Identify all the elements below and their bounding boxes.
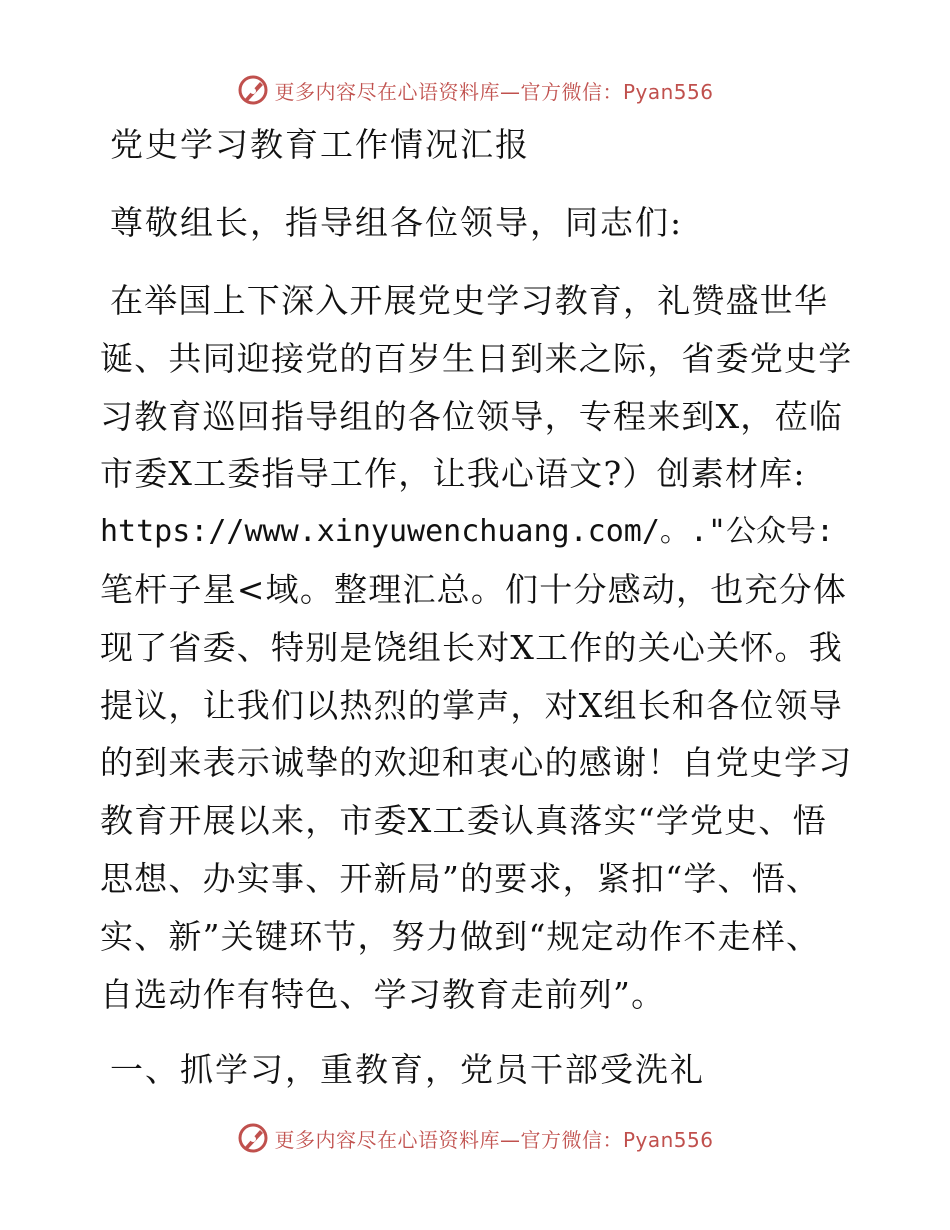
body-line: 实、新”关键环节，努力做到“规定动作不走样、 [100,916,821,956]
footer-banner [0,1118,950,1158]
body-line: 自选动作有特色、学习教育走前列”。 [100,974,666,1014]
body-line: 习教育巡回指导组的各位领导，专程来到X，莅临 [100,396,843,436]
body-line: 现了省委、特别是饶组长对X工作的关心关怀。我 [100,627,843,667]
body-line: 在举国上下深入开展党史学习教育，礼赞盛世华 [110,281,829,320]
footer-banner-text: 更多内容尽在心语资料库—官方微信：Pyan556 [274,1127,714,1152]
header-banner [0,70,950,110]
greeting-line: 尊敬组长，指导组各位领导，同志们: [110,203,684,242]
body-line: 市委X工委指导工作，让我心语文?）创素材库: [100,454,806,494]
body-line: 提议，让我们以热烈的掌声，对X组长和各位领导 [100,685,843,725]
body-line: 思想、办实事、开新局”的要求，紧扣“学、悟、 [100,858,821,898]
body-line: 笔杆子星<域。整理汇总。们十分感动，也充分体 [100,569,848,609]
body-paragraph [100,272,860,1023]
pen-logo-icon [236,1121,270,1155]
body-line: 诞、共同迎接党的百岁生日到来之际，省委党史学 [100,338,853,378]
section-heading: 一、抓学习，重教育，党员干部受洗礼 [110,1050,705,1089]
body-line: 的到来表示诚挚的欢迎和衷心的感谢！自党史学习 [100,743,853,783]
header-banner-text: 更多内容尽在心语资料库—官方微信：Pyan556 [274,79,714,104]
document-title: 党史学习教育工作情况汇报 [110,125,530,164]
body-line: 教育开展以来，市委X工委认真落实“学党史、悟 [100,801,827,841]
pen-logo-icon [236,73,270,107]
body-line-url: https://www.xinyuwenchuang.com/。."公众号: [100,514,835,550]
